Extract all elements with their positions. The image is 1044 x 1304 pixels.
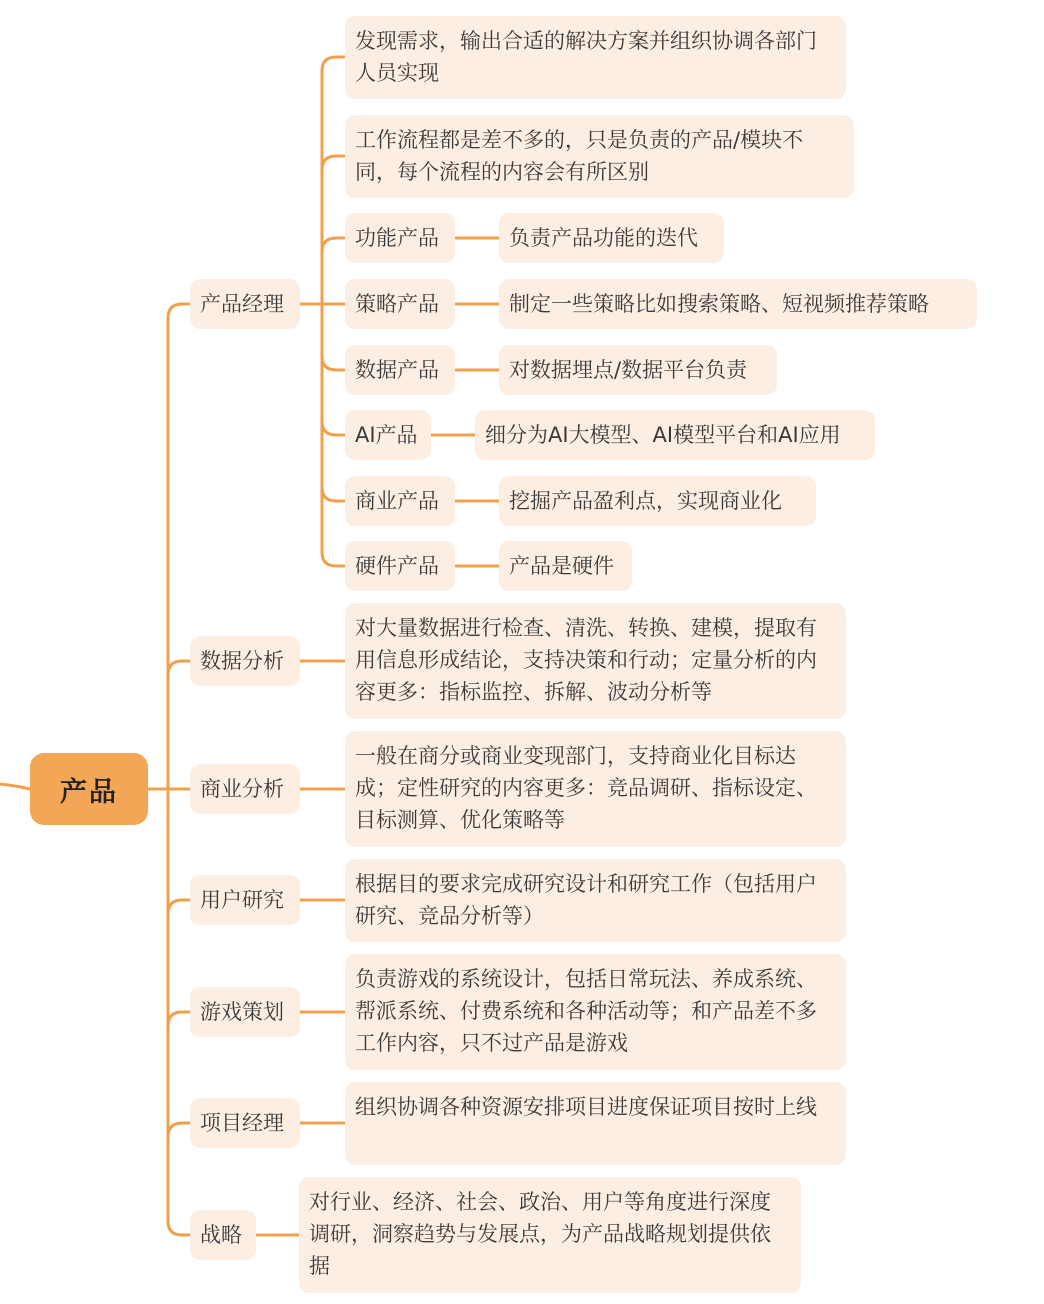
node-pm-type-ai[interactable]: AI产品 [345,410,431,460]
node-project-manager[interactable]: 项目经理 [190,1098,300,1148]
node-pm-type-business[interactable]: 商业产品 [345,476,455,526]
node-pm-desc-2[interactable]: 工作流程都是差不多的，只是负责的产品/模块不同，每个流程的内容会有所区别 [345,115,854,198]
node-strategy[interactable]: 战略 [190,1210,256,1260]
node-pm-desc-1[interactable]: 发现需求，输出合适的解决方案并组织协调各部门人员实现 [345,16,846,99]
connector-pm-type-4 [322,421,345,435]
node-user-research-desc[interactable]: 根据目的要求完成研究设计和研究工作（包括用户研究、竞品分析等） [345,859,846,942]
connector-pm-type-1 [322,238,345,252]
connector-pm-type-3 [322,356,345,370]
root-node[interactable]: 产品 [30,753,148,825]
node-pm-type-ai-desc[interactable]: 细分为AI大模型、AI模型平台和AI应用 [475,410,875,460]
connector-pm-desc2 [322,156,345,170]
node-pm-type-function[interactable]: 功能产品 [345,213,455,263]
node-game-design[interactable]: 游戏策划 [190,987,300,1037]
node-product-manager[interactable]: 产品经理 [190,279,300,329]
node-game-design-desc[interactable]: 负责游戏的系统设计，包括日常玩法、养成系统、帮派系统、付费系统和各种活动等；和产品差不多工作内容，只不过产品是游戏 [345,954,846,1070]
node-strategy-desc[interactable]: 对行业、经济、社会、政治、用户等角度进行深度调研，洞察趋势与发展点，为产品战略规划提供依据 [299,1177,801,1293]
node-pm-type-strategy[interactable]: 策略产品 [345,279,455,329]
node-user-research[interactable]: 用户研究 [190,875,300,925]
node-data-analysis[interactable]: 数据分析 [190,636,300,686]
node-business-analysis-desc[interactable]: 一般在商分或商业变现部门，支持商业化目标达成；定性研究的内容更多：竞品调研、指标设定、目标测算、优化策略等 [345,731,846,847]
node-pm-type-data-desc[interactable]: 对数据埋点/数据平台负责 [499,345,777,395]
connector-pm-type-5 [322,487,345,501]
connector-pm-trunk [322,57,345,566]
node-business-analysis[interactable]: 商业分析 [190,764,300,814]
connector-level1-trunk [168,304,190,1235]
node-pm-type-business-desc[interactable]: 挖掘产品盈利点，实现商业化 [499,476,816,526]
node-pm-type-strategy-desc[interactable]: 制定一些策略比如搜索策略、短视频推荐策略 [499,279,977,329]
connector-incoming [0,784,30,789]
connector-to-data-analysis [168,661,190,675]
node-pm-type-hardware[interactable]: 硬件产品 [345,541,455,591]
node-project-manager-desc[interactable]: 组织协调各种资源安排项目进度保证项目按时上线 [345,1082,846,1165]
node-pm-type-data[interactable]: 数据产品 [345,345,455,395]
connector-to-user-research [168,900,190,914]
connector-to-project-manager [168,1123,190,1137]
node-pm-type-hardware-desc[interactable]: 产品是硬件 [499,541,632,591]
node-pm-type-function-desc[interactable]: 负责产品功能的迭代 [499,213,724,263]
node-data-analysis-desc[interactable]: 对大量数据进行检查、清洗、转换、建模，提取有用信息形成结论，支持决策和行动；定量分析的内容更多：指标监控、拆解、波动分析等 [345,603,846,719]
connector-to-game-design [168,1012,190,1026]
